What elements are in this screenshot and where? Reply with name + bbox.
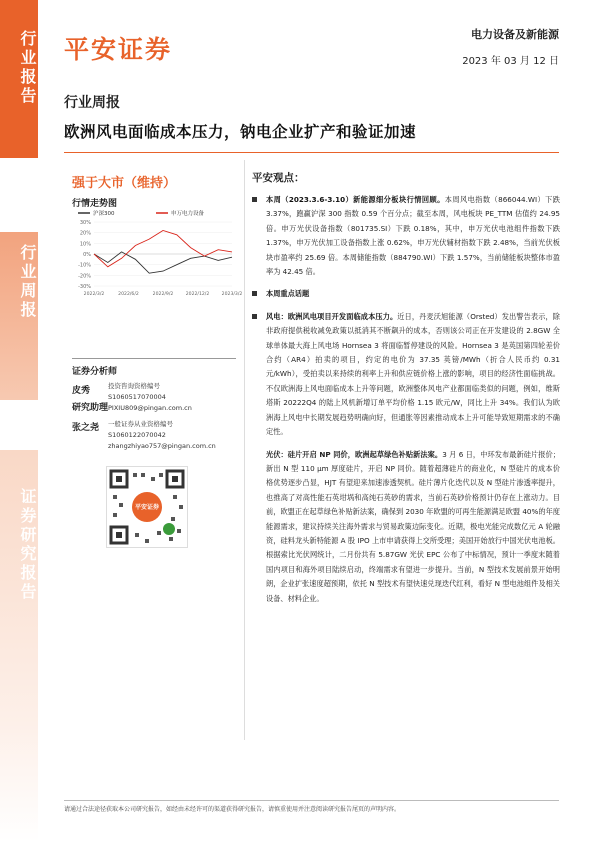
y-tick-label: 0% xyxy=(83,252,91,258)
analyst-info-2 xyxy=(108,419,216,452)
view-paragraph-4-body: 3 月 6 日，中环发布最新硅片报价；新出 N 型 110 μm 厚度硅片，开启 NP 同价。随着超薄硅片的商业化，N 型硅片的成本价格优势逐步凸显，HJT 有望迎来加速渗透契机。硅片薄片化迭代以及 N 型硅片渗透率提升，也推高了对高性能石英坩埚和高纯石英砂的需求，当前石英砂价格预计仍存在上涨动力。目前，欧盟正在起草绿色补贴新法案，确保到 2030 年欧盟的可再生能源满足欧盟 40%的年度能源需求，建议持续关注海外需求与贸易政策边际变化。近期，极电光能完成数亿元 A 轮融资，硅料龙头新特能源 A 股 IPO 上市申请获得上交所受理；美国开始放行中国光伏电池板。根据索比光伏网统计，二月份共有 5.87GW 光伏 EPC 公布了中标情况，预计一季度末随着国内项目和海外项目陆续启动，终端需求有望进一步提升。当前，N 型技术发展前景开始明朗，企业扩张速度超预期，依托 N 型技术有望快速兑现迭代红利，看好 N 型电池组件及相关设备、材料企业。 xyxy=(266,449,560,603)
x-tick-label: 2022/6/2 xyxy=(118,292,139,297)
qr-code xyxy=(106,466,188,548)
report-type: 行业周报 xyxy=(64,95,120,111)
analyst-1-email[interactable]: PIXIU809@pingan.com.cn xyxy=(108,404,192,412)
y-tick-label: 30% xyxy=(79,220,91,226)
trend-chart-svg xyxy=(72,208,243,298)
bullet-square-icon xyxy=(252,291,257,296)
x-tick-label: 2022/3/2 xyxy=(83,292,105,297)
view-bullet-1 xyxy=(252,193,560,279)
rating-badge: 强于大市（维持） xyxy=(72,176,177,191)
y-tick-label: -10% xyxy=(78,262,91,269)
analyst-2-email[interactable]: zhangzhiyao757@pingan.com.cn xyxy=(108,442,216,450)
footer-disclaimer: 请通过合法途径获取本公司研究报告，如经由未经许可的渠道获得研究报告，请慎重使用并注意阅读研究报告尾页的声明内容。 xyxy=(64,806,401,813)
view-bullet-1-body: 本周风电指数（866044.WI）下跌 3.37%，跑赢沪深 300 指数 0.59 个百分点；截至本周，风电板块 PE_TTM 估值约 24.95 倍。申万光伏设备指数（801735.SI）下跌 0.18%，其中，申万光伏电池组件指数下跌 1.37%，申万光伏加工设备指数上涨 0.62%，申万光伏辅材指数下跌 2.48%，当前光伏板块市盈率约 25.69 倍。本周储能指数（884790.WI）下跌 1.57%，当前储能板块整体市盈率为 42.45 倍。 xyxy=(266,195,560,277)
side-label-research: 证券研究报告 xyxy=(18,488,37,602)
page-title: 欧洲风电面临成本压力，钠电企业扩产和验证加速 xyxy=(64,123,417,141)
view-paragraph-4-head: 光伏：硅片开启 NP 同价，欧洲起草绿色补贴新法案。 xyxy=(266,449,443,459)
view-bullet-3-head: 风电：欧洲风电项目开发面临成本压力。 xyxy=(266,311,398,321)
analyst-1-cert-label: 投资咨询资格编号 xyxy=(108,382,160,390)
report-date: 2023 年 03 月 12 日 xyxy=(462,56,559,67)
analyst-info-1 xyxy=(108,381,192,414)
analyst-name-2: 张之尧 xyxy=(72,423,100,433)
legend-label: 申万电力设备 xyxy=(171,211,205,217)
views-title: 平安观点： xyxy=(252,172,305,184)
y-tick-label: -30% xyxy=(78,284,91,290)
analyst-2-cert-number: S1060122070042 xyxy=(108,431,166,439)
legend-label: 沪深300 xyxy=(93,211,115,217)
analyst-heading: 证券分析师 xyxy=(72,367,118,377)
side-label-report: 行业报告 xyxy=(18,30,37,106)
view-bullet-3 xyxy=(252,310,560,440)
x-tick-label: 2023/3/2 xyxy=(221,292,243,297)
title-divider xyxy=(64,152,559,153)
company-logo: 平安证券 xyxy=(64,35,173,64)
trend-chart-title: 行情走势图 xyxy=(72,199,118,209)
series-line xyxy=(94,231,232,267)
analyst-1-cert-number: S1060517070004 xyxy=(108,393,166,401)
bullet-square-icon xyxy=(252,314,257,319)
y-tick-label: 20% xyxy=(79,230,91,237)
x-tick-label: 2022/12/2 xyxy=(185,292,210,297)
view-bullet-1-head: 本周（2023.3.6-3.10）新能源细分板块行情回顾。 xyxy=(266,195,445,204)
analyst-name-1: 皮秀 xyxy=(72,386,91,396)
qr-center-logo: 平安证券 xyxy=(134,504,159,511)
trend-chart xyxy=(72,208,243,298)
y-tick-label: 10% xyxy=(79,241,91,248)
view-bullet-3-body: 近日，丹麦沃旭能源（Orsted）发出警告表示，除非政府提供税收减免政策以抵消其不断飙升的成本，否则该公司正在开发建设的 2.8GW 全球单体最大海上风电场 Hornsea 3 将面临暂停建设的风险。Hornsea 3 是英国第四轮差价合约（AR4）拍卖的项目，约定的电价为 37.35 英镑/MWh（折合人民币约 0.31 元/kWh），受拍卖以来持续的利率上升和供应链价格上涨的影响，项目的经济性面临挑战。不仅欧洲海上风电面临成本上升等问题，欧洲整体风电产业都面临类似的问题，例如，维斯塔斯 20222Q4 的陆上风机新增订单平均价格 1.15 欧元/W，同比上升 34%。我们认为欧洲海上风电中长期发展趋势明确向好，但通胀等因素推动成本上升可能导致短期需求的不确定性。 xyxy=(266,311,560,437)
y-tick-label: -20% xyxy=(78,273,91,280)
column-divider xyxy=(244,160,245,740)
view-bullet-2-head: 本周重点话题 xyxy=(266,289,310,299)
sector-label: 电力设备及新能源 xyxy=(471,28,559,41)
assistant-heading: 研究助理 xyxy=(72,403,109,413)
views-column xyxy=(252,170,560,614)
view-paragraph-4 xyxy=(252,448,560,606)
analyst-2-cert-label: 一般证券从业资格编号 xyxy=(108,420,173,428)
analyst-divider xyxy=(72,358,236,359)
x-tick-label: 2022/9/2 xyxy=(152,292,174,297)
side-label-weekly: 行业周报 xyxy=(18,244,37,320)
bullet-square-icon xyxy=(252,197,257,202)
view-bullet-2 xyxy=(252,287,560,301)
footer-divider xyxy=(64,800,559,801)
